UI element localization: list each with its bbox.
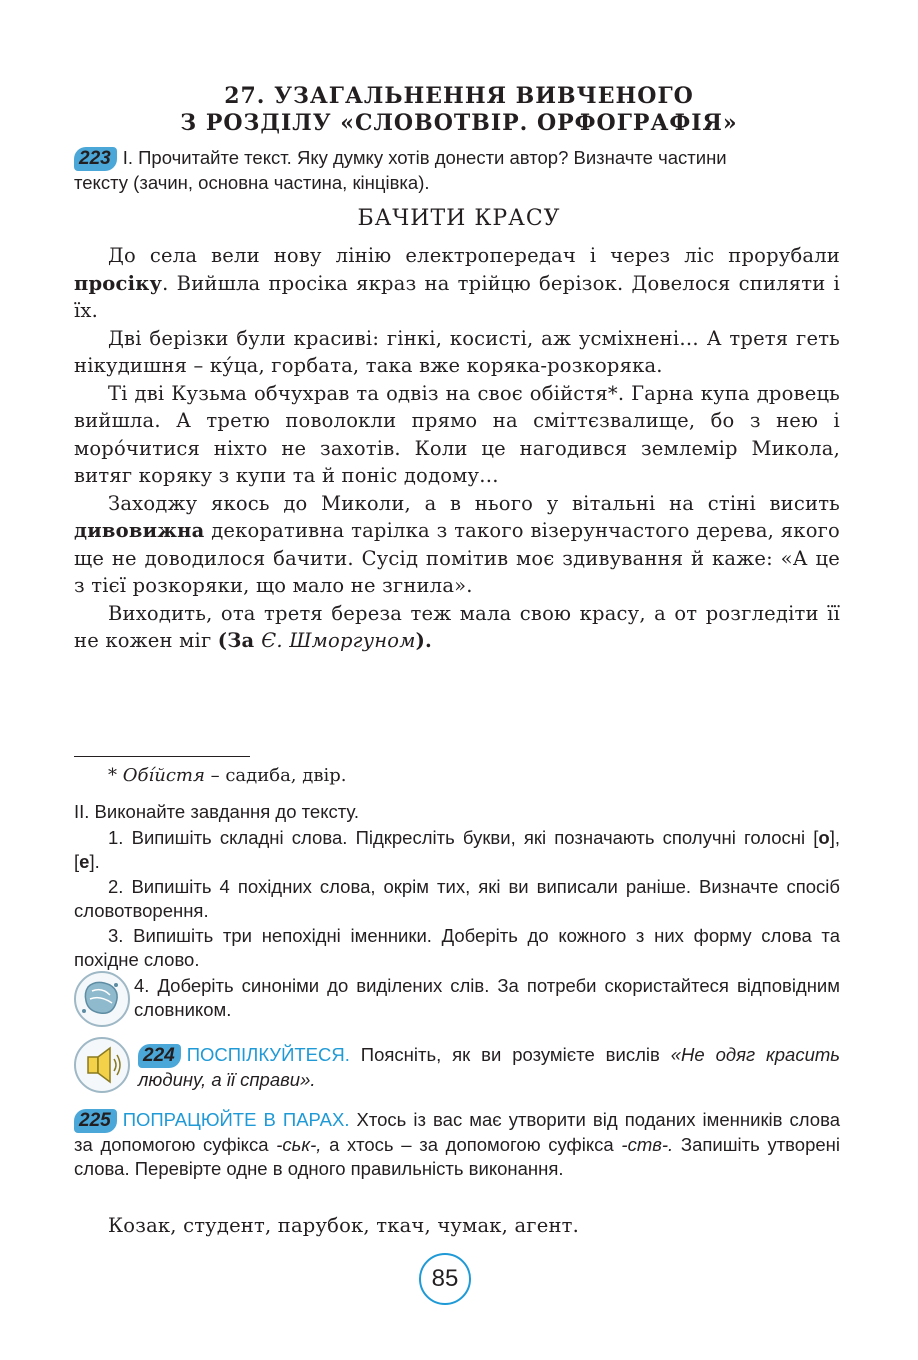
highlighted-word: дивовижна <box>74 519 205 542</box>
tasks-header: ІІ. Виконайте завдання до тексту. <box>74 801 359 822</box>
exercise-number-badge: 225 <box>74 1109 117 1133</box>
story-text <box>74 242 840 655</box>
story-title: БАЧИТИ КРАСУ <box>357 206 561 231</box>
task-1: 1. Випишіть складні слова. Підкресліть букви, які позначають сполучні голосні [о], [е]. <box>74 827 840 872</box>
highlighted-word: просіку <box>74 271 163 295</box>
activity-label: ПОСПІЛКУЙТЕСЯ. <box>186 1044 350 1065</box>
story-paragraph: Заходжу якось до Миколи, а в нього у вітальні на стіні висить дивовижна декоративна тарілка з такого візерунчастого дерева, якого ще не доводилося бачити. Сусід помітив моє здивування й каже: «А це з тієї розкоряки, що мало не згнила». <box>74 491 840 597</box>
dictionary-icon <box>74 971 130 1027</box>
word-list: Козак, студент, парубок, ткач, чумак, агент. <box>108 1214 580 1237</box>
story-paragraph: Виходить, ота третя береза теж мала свою красу, а от розгледіти її не кожен міг (За Є. Шморгуном). <box>74 601 840 652</box>
quote: «Не одяг красить людину, а її справи». <box>138 1044 840 1090</box>
story-paragraph: Ті дві Кузьма обчухрав та одвіз на своє обійстя*. Гарна купа дровець вийшла. А третю поволокли прямо на сміттєзвалище, бо з нею і моро́читися ніхто не захотів. Коли це нагодився землемір Микола, витяг коряку з купи та й поніс додому… <box>74 381 840 487</box>
task-2: 2. Випишіть 4 похідних слова, окрім тих, які ви виписали раніше. Визначте спосіб словотворення. <box>74 876 840 921</box>
exercise-223-instruction <box>74 146 840 195</box>
footnote: * Обі́йстя – садиба, двір. <box>108 765 347 786</box>
footnote-divider <box>74 756 250 757</box>
section-title-line2: З РОЗДІЛУ «СЛОВОТВІР. ОРФОГРАФІЯ» <box>180 110 738 136</box>
story-paragraph: До села вели нову лінію електропередач і через ліс прорубали просіку. Вийшла просіка якраз на трійцю берізок. Довелося спиляти і їх. <box>74 244 840 322</box>
exercise-number-badge: 223 <box>74 147 117 171</box>
story-paragraph: Дві берізки були красиві: гінкі, косисті, аж усміхнені… А третя геть нікудишня – ку́ца, горбата, така вже коряка-розкоряка. <box>74 326 840 377</box>
author-name: Є. Шморгуном <box>261 629 416 652</box>
exercise-224: 224 ПОСПІЛКУЙТЕСЯ. Поясніть, як ви розумієте вислів «Не одяг красить людину, а її справи». <box>138 1044 840 1090</box>
speaker-icon <box>74 1037 130 1093</box>
instruction-line1: І. Прочитайте текст. Яку думку хотів донести автор? Визначте частини <box>122 147 727 168</box>
instruction-line2: тексту (зачин, основна частина, кінцівка). <box>74 172 430 193</box>
activity-label: ПОПРАЦЮЙТЕ В ПАРАХ. <box>122 1109 350 1130</box>
section-title-line1: 27. УЗАГАЛЬНЕННЯ ВИВЧЕНОГО <box>224 83 694 109</box>
exercise-number-badge: 224 <box>138 1044 181 1068</box>
task-3: 3. Випишіть три непохідні іменники. Доберіть до кожного з них форму слова та похідне слово. <box>74 925 840 970</box>
page-number: 85 <box>419 1253 471 1305</box>
exercise-225: 225 ПОПРАЦЮЙТЕ В ПАРАХ. Хтось із вас має утворити від поданих іменників слова за допомогою суфікса -ськ-, а хтось – за допомогою суфікса -ств-. Запишіть утворені слова. Перевірте одне в одного правильність виконання. <box>74 1109 840 1179</box>
task-4: 4. Доберіть синоніми до виділених слів. За потреби скористайтеся відповідним словником. <box>134 975 840 1020</box>
